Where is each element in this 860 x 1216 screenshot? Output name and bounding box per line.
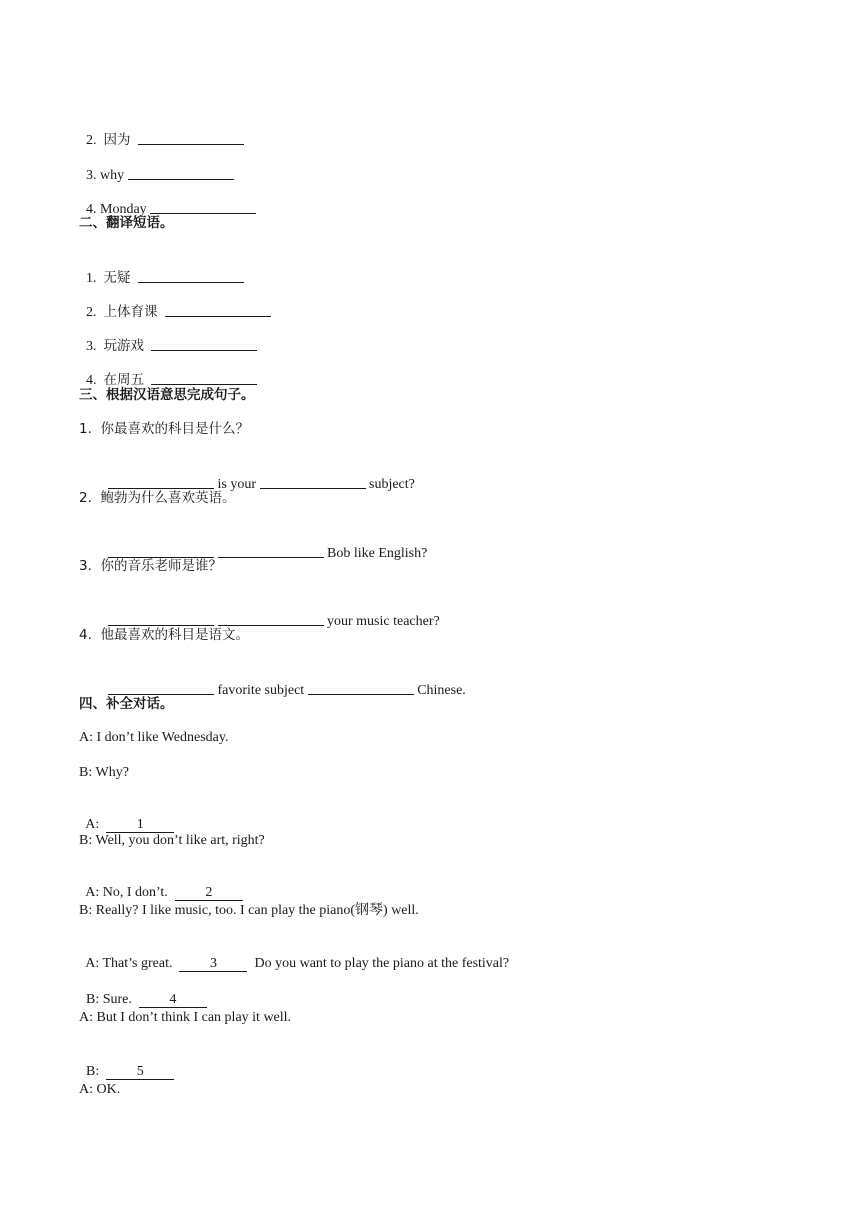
dialogue-line: A: I don’t like Wednesday. — [79, 730, 229, 745]
dialogue-line — [79, 937, 509, 973]
answer-blank[interactable] — [150, 199, 256, 214]
dialogue-line: B: Really? I like music, too. I can play the piano(钢琴) well. — [79, 903, 419, 918]
vocab-item-2 — [79, 111, 244, 150]
answer-blank[interactable] — [218, 543, 324, 558]
dialogue-line: A: OK. — [79, 1082, 121, 1097]
item-text: 无疑 — [103, 270, 131, 286]
answer-blank[interactable] — [108, 474, 214, 489]
dialogue-line: A: But I don’t think I can play it well. — [79, 1010, 292, 1025]
sentence-prompt-3: 3. 你的音乐老师是谁？ — [79, 558, 222, 574]
sentence-text: is your — [217, 477, 256, 492]
answer-blank[interactable] — [260, 474, 366, 489]
dialogue-blank-5[interactable]: 5 — [106, 1064, 174, 1080]
speaker-text: A: No, I don’t. — [85, 885, 168, 900]
speaker-text: A: That’s great. — [85, 956, 173, 971]
item-text: why — [100, 168, 125, 183]
speaker-text: A: — [85, 817, 100, 832]
section-heading-3: 三、根据汉语意思完成句子。 — [79, 387, 255, 403]
item-number: 1. — [86, 271, 97, 286]
item-text: 上体育课 — [103, 304, 158, 320]
speaker-text: Do you want to play the piano at the festival? — [254, 956, 510, 971]
answer-blank[interactable] — [138, 268, 244, 283]
item-number: 3. — [86, 168, 97, 183]
phrase-item-4 — [79, 351, 257, 390]
dialogue-line — [79, 973, 207, 1009]
answer-blank[interactable] — [218, 611, 324, 626]
dialogue-line — [79, 1045, 174, 1081]
answer-blank[interactable] — [151, 336, 257, 351]
answer-blank[interactable] — [151, 370, 257, 385]
answer-blank[interactable] — [138, 130, 244, 145]
section-heading-2: 二、翻译短语。 — [79, 215, 174, 231]
sentence-prompt-1: 1. 你最喜欢的科目是什么？ — [79, 421, 249, 437]
answer-blank[interactable] — [108, 543, 214, 558]
sentence-prompt-4: 4. 他最喜欢的科目是语文。 — [79, 627, 249, 643]
answer-blank[interactable] — [108, 680, 214, 695]
dialogue-line: B: Why? — [79, 765, 129, 780]
dialogue-line — [79, 798, 174, 834]
speaker-text: B: — [86, 1064, 100, 1079]
item-text: Monday — [100, 202, 147, 217]
sentence-text: Chinese. — [417, 683, 466, 698]
answer-blank[interactable] — [108, 611, 214, 626]
dialogue-blank-1[interactable]: 1 — [106, 817, 174, 833]
item-number: 2. — [86, 133, 97, 148]
sentence-prompt-2: 2. 鲍勃为什么喜欢英语。 — [79, 490, 236, 506]
answer-blank[interactable] — [128, 165, 234, 180]
dialogue-line: B: Well, you don’t like art, right? — [79, 833, 265, 848]
item-number: 4. — [86, 373, 97, 388]
sentence-text: your music teacher? — [327, 614, 440, 629]
sentence-text: subject? — [369, 477, 415, 492]
item-number: 2. — [86, 305, 97, 320]
dialogue-line — [79, 866, 243, 902]
item-number: 3. — [86, 339, 97, 354]
dialogue-blank-4[interactable]: 4 — [139, 992, 207, 1008]
answer-blank[interactable] — [308, 680, 414, 695]
sentence-text: favorite subject — [217, 683, 305, 698]
sentence-text: Bob like English? — [327, 546, 428, 561]
section-heading-4: 四、补全对话。 — [79, 696, 174, 712]
dialogue-blank-2[interactable]: 2 — [175, 885, 243, 901]
item-text: 玩游戏 — [103, 338, 144, 354]
item-number: 4. — [86, 202, 97, 217]
answer-blank[interactable] — [165, 302, 271, 317]
speaker-text: B: Sure. — [86, 992, 132, 1007]
item-text: 因为 — [103, 132, 131, 148]
dialogue-blank-3[interactable]: 3 — [179, 956, 247, 972]
item-text: 在周五 — [103, 372, 144, 388]
